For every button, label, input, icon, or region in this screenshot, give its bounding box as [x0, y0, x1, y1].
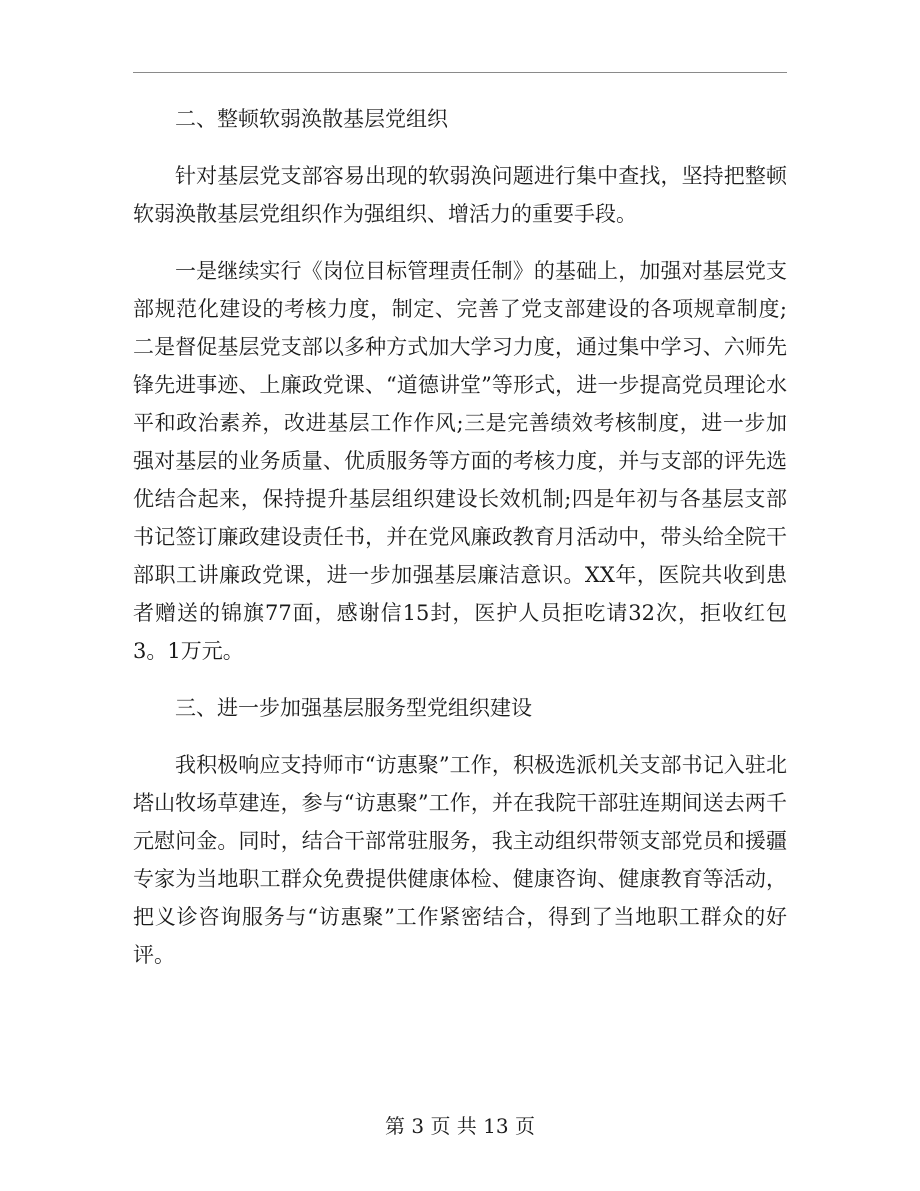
section-2-measures-paragraph: 一是继续实行《岗位目标管理责任制》的基础上，加强对基层党支部规范化建设的考核力度，制定、完善了党支部建设的各项规章制度;二是督促基层党支部以多种方式加大学习力度，通过集中学习、六师先锋先进事迹、上廉政党课、“道德讲堂”等形式，进一步提高党员理论水平和政治素养，改进基层工作作风;三是完善绩效考核制度，进一步加强对基层的业务质量、优质服务等方面的考核力度，并与支部的评先选优结合起来，保持提升基层组织建设长效机制;四是年初与各基层支部书记签订廉政建设责任书，并在党风廉政教育月活动中，带头给全院干部职工讲廉政党课，进一步加强基层廉洁意识。XX年，医院共收到患者赠送的锦旗77面，感谢信15封，医护人员拒吃请32次，拒收红包3。1万元。 [133, 259, 787, 663]
header-rule [133, 72, 787, 73]
section-heading-3: 三、进一步加强基层服务型党组织建设 [175, 696, 532, 720]
section-3-body-paragraph: 我积极响应支持师市“访惠聚”工作，积极选派机关支部书记入驻北塔山牧场草建连，参与“访惠聚”工作，并在我院干部驻连期间送去两千元慰问金。同时，结合干部常驻服务，我主动组织带领支部党员和援疆专家为当地职工群众免费提供健康体检、健康咨询、健康教育等活动，把义诊咨询服务与“访惠聚”工作紧密结合，得到了当地职工群众的好评。 [133, 753, 787, 967]
document-body [133, 100, 787, 974]
section-heading-2: 二、整顿软弱涣散基层党组织 [175, 107, 448, 131]
page-number-footer: 第 3 页 共 13 页 [385, 1114, 535, 1138]
section-2-intro-paragraph: 针对基层党支部容易出现的软弱涣问题进行集中查找，坚持把整顿软弱涣散基层党组织作为强组织、增活力的重要手段。 [133, 164, 787, 226]
